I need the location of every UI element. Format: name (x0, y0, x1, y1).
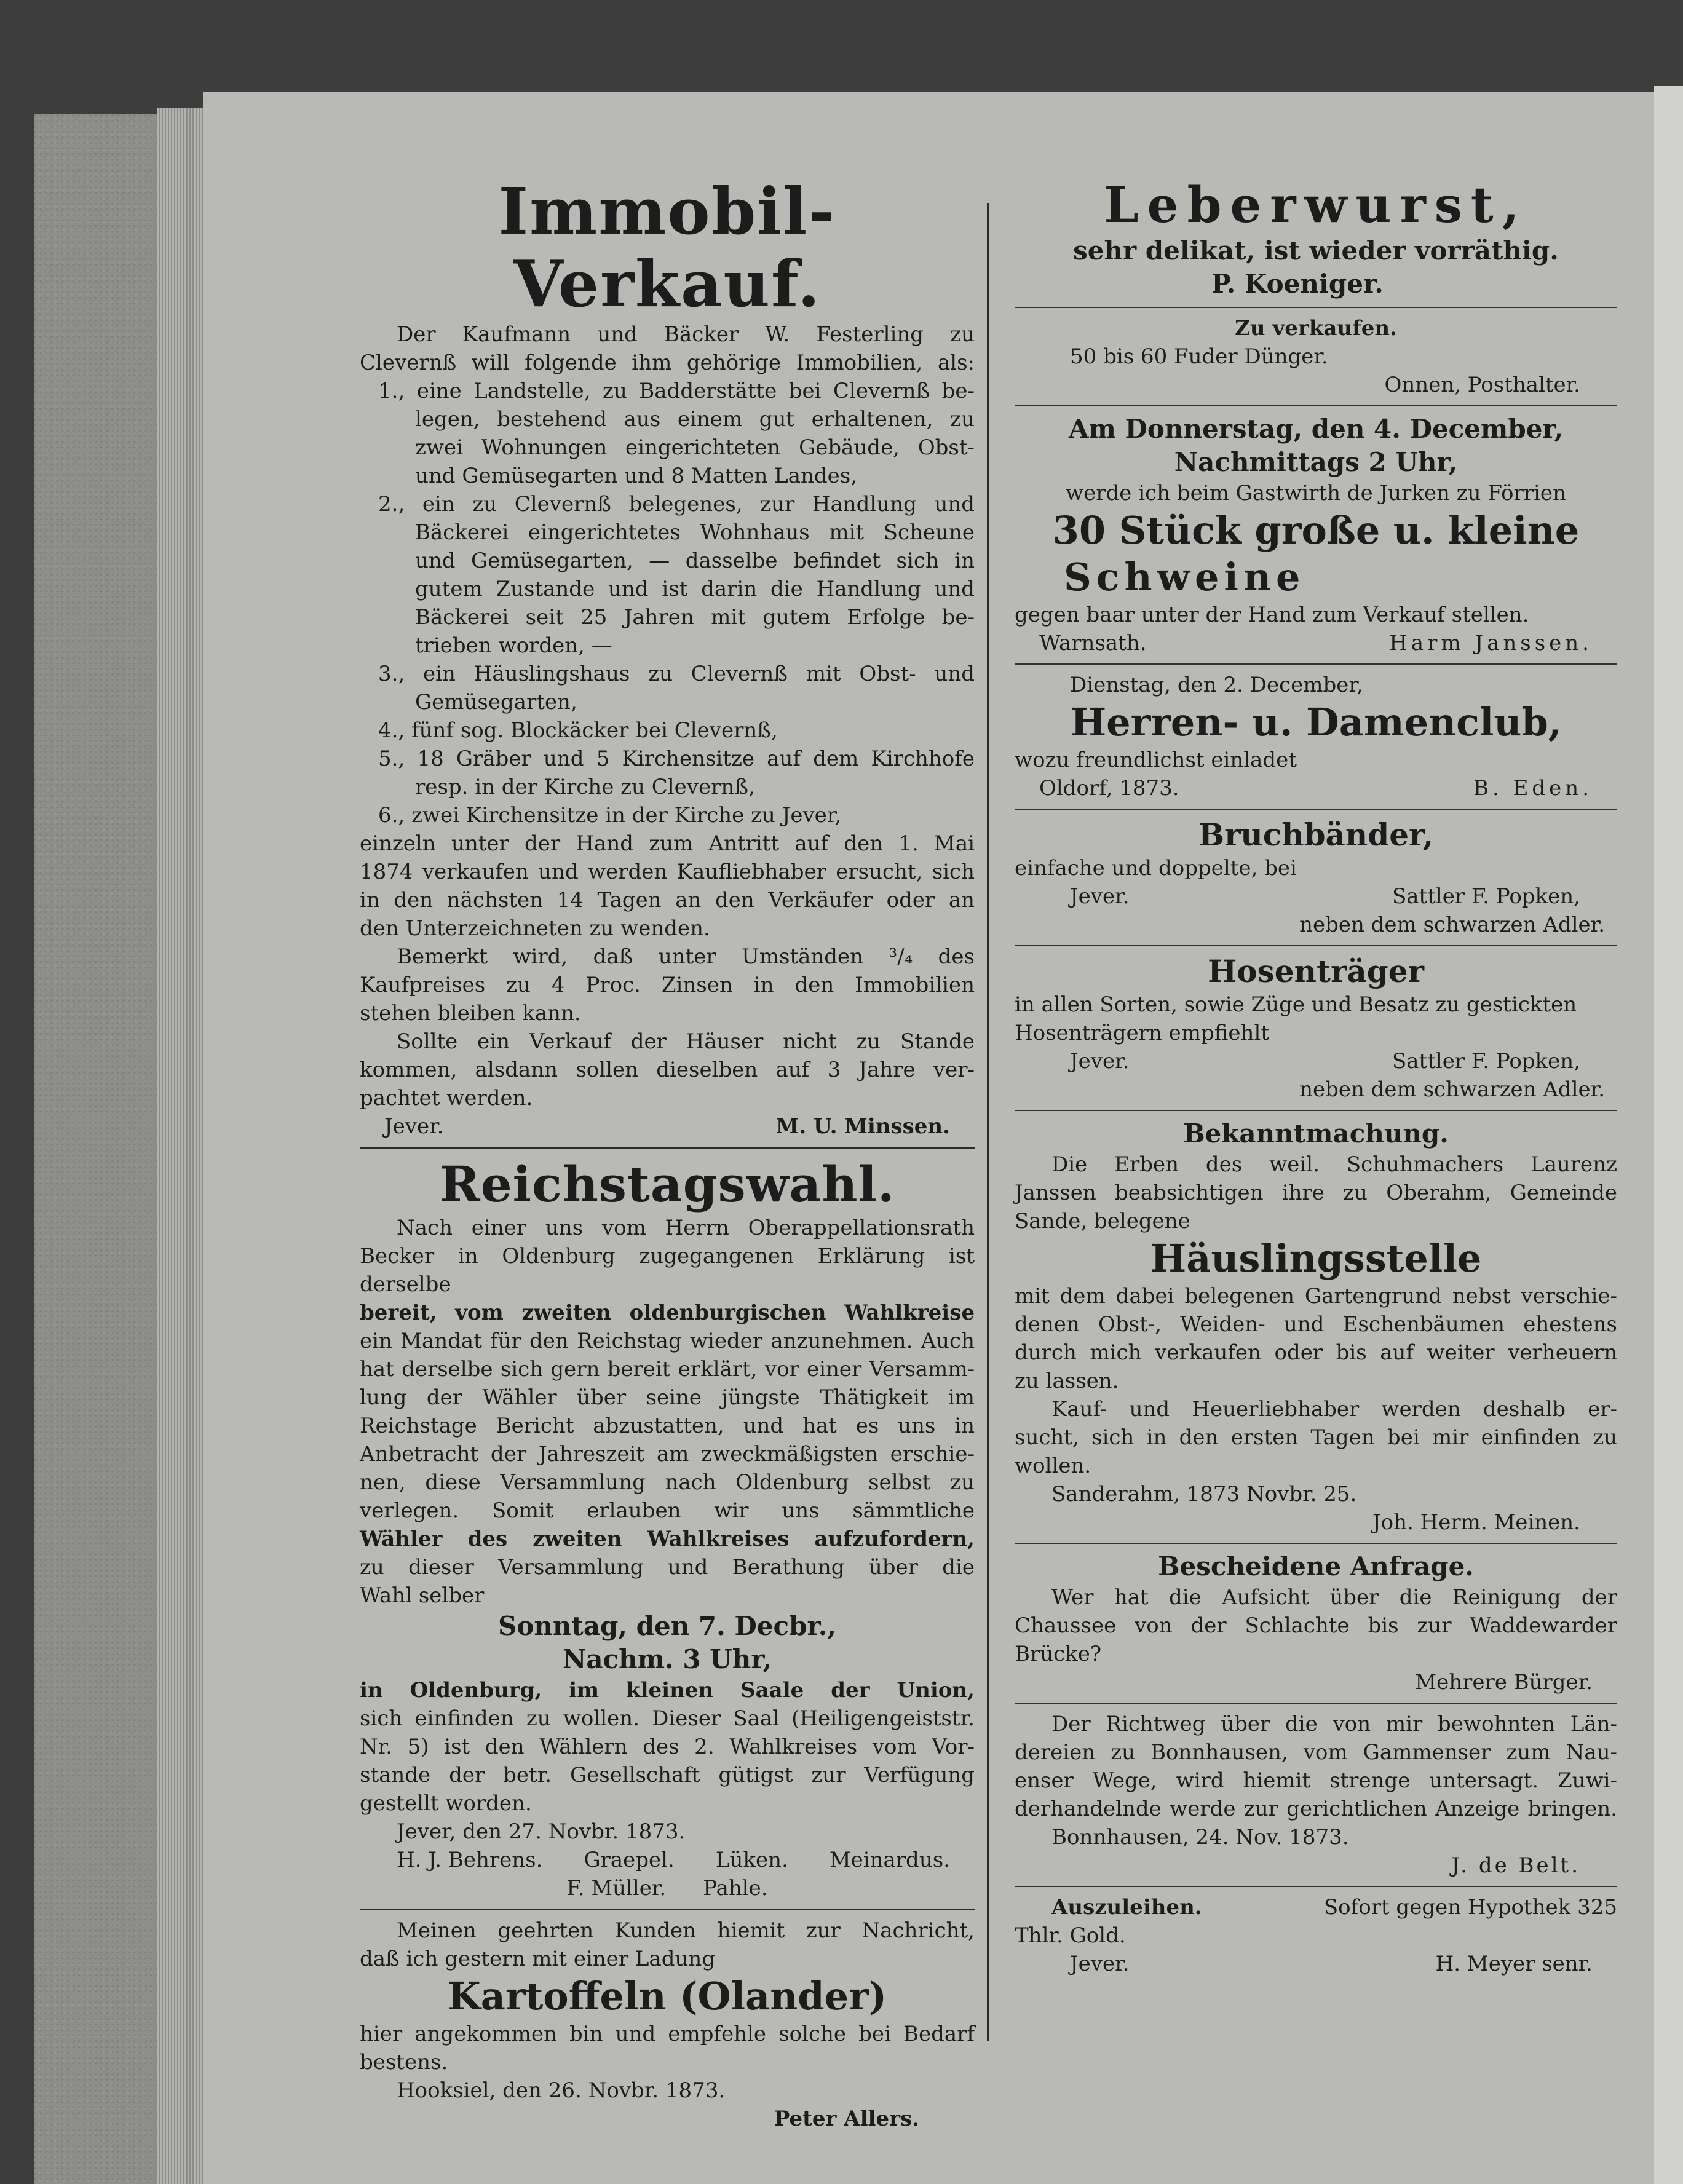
text-line: 2., ein zu Clevernß belegenes, zur Handlung und (378, 492, 975, 516)
text-line: Kauf- und Heuerliebhaber werden deshalb er- (1051, 1397, 1617, 1422)
text-line: ein Mandat für den Reichstag wieder anzunehmen. Auch (360, 1329, 975, 1353)
text-line: und Gemüsegarten und 8 Matten Landes, (415, 464, 858, 488)
text-line: Nr. 5) ist den Wählern des 2. Wahlkreises vom Vor- (360, 1735, 975, 1759)
signature: Sattler F. Popken, (1392, 1049, 1580, 1074)
ad-bruchbaender (1015, 816, 1617, 939)
place: Jever. (1070, 1952, 1130, 1976)
text-line: Der Kaufmann und Bäcker W. Festerling zu (397, 322, 975, 347)
ad-title: Zu verkaufen. (1235, 316, 1397, 341)
ad-bekanntmachung (1015, 1117, 1617, 1537)
signer: Pahle. (703, 1876, 768, 1901)
place: Jever. (384, 1114, 444, 1139)
address: neben dem schwarzen Adler. (1299, 912, 1605, 937)
section-rule (1015, 1110, 1617, 1111)
text-line: 5., 18 Gräber und 5 Kirchensitze auf dem Kirchhofe (378, 746, 975, 771)
signature: Mehrere Bürger. (1415, 1670, 1593, 1695)
text-line: derhandelnde werde zur gerichtlichen Anzeige bringen. (1015, 1797, 1617, 1821)
text-line: Becker in Oldenburg zugegangenen Erklärung ist derselbe (360, 1244, 975, 1297)
text-line: Reichstage Bericht abzustatten, und hat es uns in (360, 1414, 975, 1438)
ad-title: Bruchbänder, (1198, 817, 1434, 853)
ad-duenger (1015, 314, 1617, 399)
text-line: mit dem dabei belegenen Gartengrund nebst verschie- (1015, 1284, 1617, 1308)
text-line: sucht, sich in den ersten Tagen bei mir einfinden zu (1015, 1425, 1617, 1450)
text-line: Wer hat die Aufsicht über die Reinigung der (1051, 1585, 1617, 1610)
list-item (360, 660, 975, 716)
list-item (360, 490, 975, 660)
text-line: Sande, belegene (1015, 1209, 1190, 1233)
text-line: wollen. (1015, 1454, 1091, 1478)
text-line: zu lassen. (1015, 1369, 1119, 1393)
signers-row (360, 1846, 975, 1874)
signature: H. Meyer senr. (1435, 1952, 1593, 1976)
text-line: durch mich verkaufen oder bis auf weiter verheuern (1015, 1340, 1617, 1365)
signer: Meinardus. (829, 1848, 950, 1872)
text-row (1015, 1893, 1617, 1921)
signature-row (360, 1112, 975, 1141)
text-line: Anbetracht der Jahreszeit am zweckmäßigsten erschie- (360, 1442, 975, 1466)
place: Oldorf, 1873. (1039, 776, 1179, 801)
text-line: Bemerkt wird, daß unter Umständen ³/₄ des (397, 944, 975, 969)
section-rule (360, 1147, 975, 1149)
ad-subtitle: sehr delikat, ist wieder vorräthig. (1073, 235, 1559, 266)
section-rule (360, 1909, 975, 1910)
text-line: lung der Wähler über seine jüngste Thätigkeit im (360, 1385, 975, 1410)
signature: B. Eden. (1473, 776, 1593, 801)
ad-title: Herren- u. Damenclub, (1070, 700, 1562, 745)
section-rule (1015, 663, 1617, 665)
text-line: Der Richtweg über die von mir bewohnten Län- (1051, 1712, 1617, 1736)
ad-title: Immobil-Verkauf. (498, 173, 836, 322)
text-line: dereien zu Bonnhausen, vom Gammenser zum Nau- (1015, 1740, 1617, 1765)
place: Warnsath. (1039, 631, 1147, 655)
text-line: 6., zwei Kirchensitze in der Kirche zu Jever, (378, 803, 842, 828)
text-line: hier angekommen bin und empfehle solche bei Bedarf (360, 2022, 975, 2046)
text-line: einfache und doppelte, bei (1015, 856, 1297, 880)
text-line: Bäckerei seit 25 Jahren mit gutem Erfolge be- (415, 605, 975, 630)
signer: H. J. Behrens. (397, 1848, 543, 1872)
place: Jever. (1070, 1049, 1130, 1074)
ad-richtweg (1015, 1710, 1617, 1880)
text-line: Sollte ein Verkauf der Häuser nicht zu Stande (397, 1029, 975, 1054)
text-line: Janssen beabsichtigen ihre zu Oberahm, Gemeinde (1015, 1181, 1617, 1205)
ad-title: Auszuleihen. (1051, 1895, 1202, 1920)
ad-kartoffeln (360, 1917, 975, 2133)
signature: Harm Janssen. (1389, 631, 1593, 655)
dateline: Jever, den 27. Novbr. 1873. (397, 1819, 686, 1844)
section-rule (1015, 809, 1617, 810)
text-line: trieben worden, — (415, 633, 612, 658)
text-line: Wähler des zweiten Wahlkreises aufzufordern, (360, 1527, 975, 1551)
section-rule (1015, 1886, 1617, 1887)
event-date: Sonntag, den 7. Decbr., (498, 1611, 836, 1641)
event-time: Nachm. 3 Uhr, (562, 1644, 772, 1674)
address: neben dem schwarzen Adler. (1299, 1077, 1605, 1102)
text-line: 1., eine Landstelle, zu Badderstätte bei Clevernß be- (378, 379, 975, 403)
text-line: den Unterzeichneten zu wenden. (360, 916, 710, 941)
text-line: stehen bleiben kann. (360, 1001, 581, 1026)
text-line: Clevernß will folgende ihm gehörige Immobilien, als: (360, 350, 975, 375)
next-page-edge (1654, 86, 1683, 2184)
signature: P. Koeniger. (1211, 269, 1384, 299)
event-date: Am Donnerstag, den 4. December, (1068, 414, 1564, 444)
signer: Lüken. (715, 1848, 788, 1872)
text-line: 4., fünf sog. Blockäcker bei Clevernß, (378, 718, 778, 743)
section-rule (1015, 307, 1617, 308)
signers-row (360, 1874, 975, 1902)
signature-row (1015, 774, 1617, 802)
text-line: Thlr. Gold. (1015, 1923, 1126, 1948)
text-line: 3., ein Häuslingshaus zu Clevernß mit Obst- und (378, 662, 975, 686)
signer: F. Müller. (566, 1876, 667, 1901)
text-line: resp. in der Kirche zu Clevernß, (415, 775, 755, 799)
signature: J. de Belt. (1451, 1853, 1580, 1878)
text-line: Nach einer uns vom Herrn Oberappellationsrath (397, 1216, 975, 1240)
signature: Peter Allers. (774, 2107, 919, 2131)
signature-row (1015, 882, 1617, 911)
section-rule (1015, 405, 1617, 406)
text-line: wozu freundlichst einladet (1015, 748, 1297, 772)
dateline: Sanderahm, 1873 Novbr. 25. (1051, 1482, 1357, 1506)
dateline: Bonnhausen, 24. Nov. 1873. (1051, 1825, 1349, 1850)
ad-schweine (1015, 413, 1617, 657)
section-rule (1015, 1703, 1617, 1704)
text-line: gutem Zustande und ist darin die Handlung und (415, 577, 975, 601)
ad-title: 30 Stück große u. kleine (1052, 508, 1580, 553)
ad-title: Leberwurst, (1104, 176, 1528, 234)
ad-title: Reichstagswahl. (439, 1155, 895, 1213)
left-column (360, 175, 975, 2133)
text-line: verlegen. Somit erlauben wir uns sämmtliche (360, 1498, 975, 1523)
ad-hosentraeger (1015, 952, 1617, 1104)
section-rule (1015, 1543, 1617, 1544)
right-column (1015, 175, 1617, 1978)
text-line: daß ich gestern mit einer Ladung (360, 1947, 716, 1971)
text-line: pachtet werden. (360, 1086, 533, 1110)
text-line: werde ich beim Gastwirth de Jurken zu Förrien (1066, 481, 1566, 505)
text-line: enser Wege, wird hiemit strenge untersagt. Zuwi- (1015, 1768, 1617, 1793)
signature: M. U. Minssen. (775, 1114, 950, 1139)
signature: Joh. Herm. Meinen. (1372, 1510, 1580, 1535)
ad-club (1015, 671, 1617, 802)
place: Jever. (1070, 884, 1130, 909)
text-line: Sofort gegen Hypothek 325 (1323, 1895, 1617, 1920)
text-line: Gemüsegarten, (415, 690, 577, 714)
signature-row (1015, 1047, 1617, 1075)
text-line: gegen baar unter der Hand zum Verkauf stellen. (1015, 603, 1529, 627)
section-rule (1015, 945, 1617, 946)
ad-anfrage (1015, 1550, 1617, 1696)
text-line: zu dieser Versammlung und Berathung über die (360, 1555, 975, 1580)
text-line: Wahl selber (360, 1583, 485, 1608)
signature-row (1015, 629, 1617, 657)
list-item (360, 801, 975, 829)
text-line: und Gemüsegarten, — dasselbe befindet sich in (415, 548, 975, 573)
text-line: Bäckerei eingerichtetes Wohnhaus mit Scheune (415, 520, 975, 545)
text-line: legen, bestehend aus einem gut erhaltenen, zu (415, 407, 975, 432)
column-divider (987, 203, 989, 2041)
text-line: Kaufpreises zu 4 Proc. Zinsen in den Immobilien (360, 973, 975, 997)
text-line: in allen Sorten, sowie Züge und Besatz zu gestickten (1015, 992, 1577, 1017)
text-line: in den nächsten 14 Tagen an den Verkäufer oder an (360, 888, 975, 912)
ad-leberwurst (1015, 175, 1617, 301)
text-line: stande der betr. Gesellschaft gütigst zur Verfügung (360, 1763, 975, 1787)
text-line: bereit, vom zweiten oldenburgischen Wahlkreise (360, 1300, 975, 1325)
ad-immobil-verkauf (360, 175, 975, 1141)
ad-reichstagswahl (360, 1155, 975, 1902)
list-item (360, 377, 975, 490)
text-line: gestellt worden. (360, 1791, 532, 1816)
ad-title: Kartoffeln (Olander) (447, 1974, 887, 2019)
event-time: Nachmittags 2 Uhr, (1174, 447, 1458, 477)
text-line: 50 bis 60 Fuder Dünger. (1070, 344, 1328, 369)
signature: Onnen, Posthalter. (1384, 373, 1580, 397)
ad-ausleihen (1015, 1893, 1617, 1978)
text-line: einzeln unter der Hand zum Antritt auf den 1. Mai (360, 831, 975, 856)
text-line: 1874 verkaufen und werden Kaufliebhaber ersucht, sich (360, 860, 975, 884)
signature-row (1015, 1950, 1617, 1978)
signer: Graepel. (584, 1848, 675, 1872)
text-line: Die Erben des weil. Schuhmachers Laurenz (1051, 1152, 1617, 1177)
dateline: Hooksiel, den 26. Novbr. 1873. (397, 2078, 726, 2103)
text-line: in Oldenburg, im kleinen Saale der Union, (360, 1678, 975, 1703)
ad-title: Bekanntmachung. (1183, 1118, 1449, 1149)
text-line: hat derselbe sich gern bereit erklärt, vor einer Versamm- (360, 1357, 975, 1382)
text-line: bestens. (360, 2050, 448, 2075)
ad-title: Bescheidene Anfrage. (1158, 1551, 1474, 1581)
text-line: zwei Wohnungen eingerichteten Gebäude, Obst- (415, 435, 975, 460)
list-item (360, 716, 975, 745)
text-line: Chaussee von der Schlachte bis zur Waddewarder (1015, 1613, 1617, 1638)
text-line: kommen, alsdann sollen dieselben auf 3 Jahre ver- (360, 1058, 975, 1082)
text-line: nen, diese Versammlung nach Oldenburg selbst zu (360, 1470, 975, 1495)
text-line: denen Obst-, Weiden- und Eschenbäumen ehestens (1015, 1312, 1617, 1337)
ad-title: Schweine (1064, 555, 1305, 599)
ad-title: Häuslingsstelle (1150, 1236, 1482, 1281)
list-item (360, 745, 975, 801)
text-line: Hosenträgern empfiehlt (1015, 1021, 1269, 1045)
ad-title: Hosenträger (1208, 953, 1424, 989)
text-line: sich einfinden zu wollen. Dieser Saal (Heiligengeiststr. (360, 1706, 975, 1731)
text-line: Meinen geehrten Kunden hiemit zur Nachricht, (397, 1918, 975, 1943)
text-line: Brücke? (1015, 1642, 1102, 1666)
signature: Sattler F. Popken, (1392, 884, 1580, 909)
event-date: Dienstag, den 2. December, (1070, 673, 1363, 697)
